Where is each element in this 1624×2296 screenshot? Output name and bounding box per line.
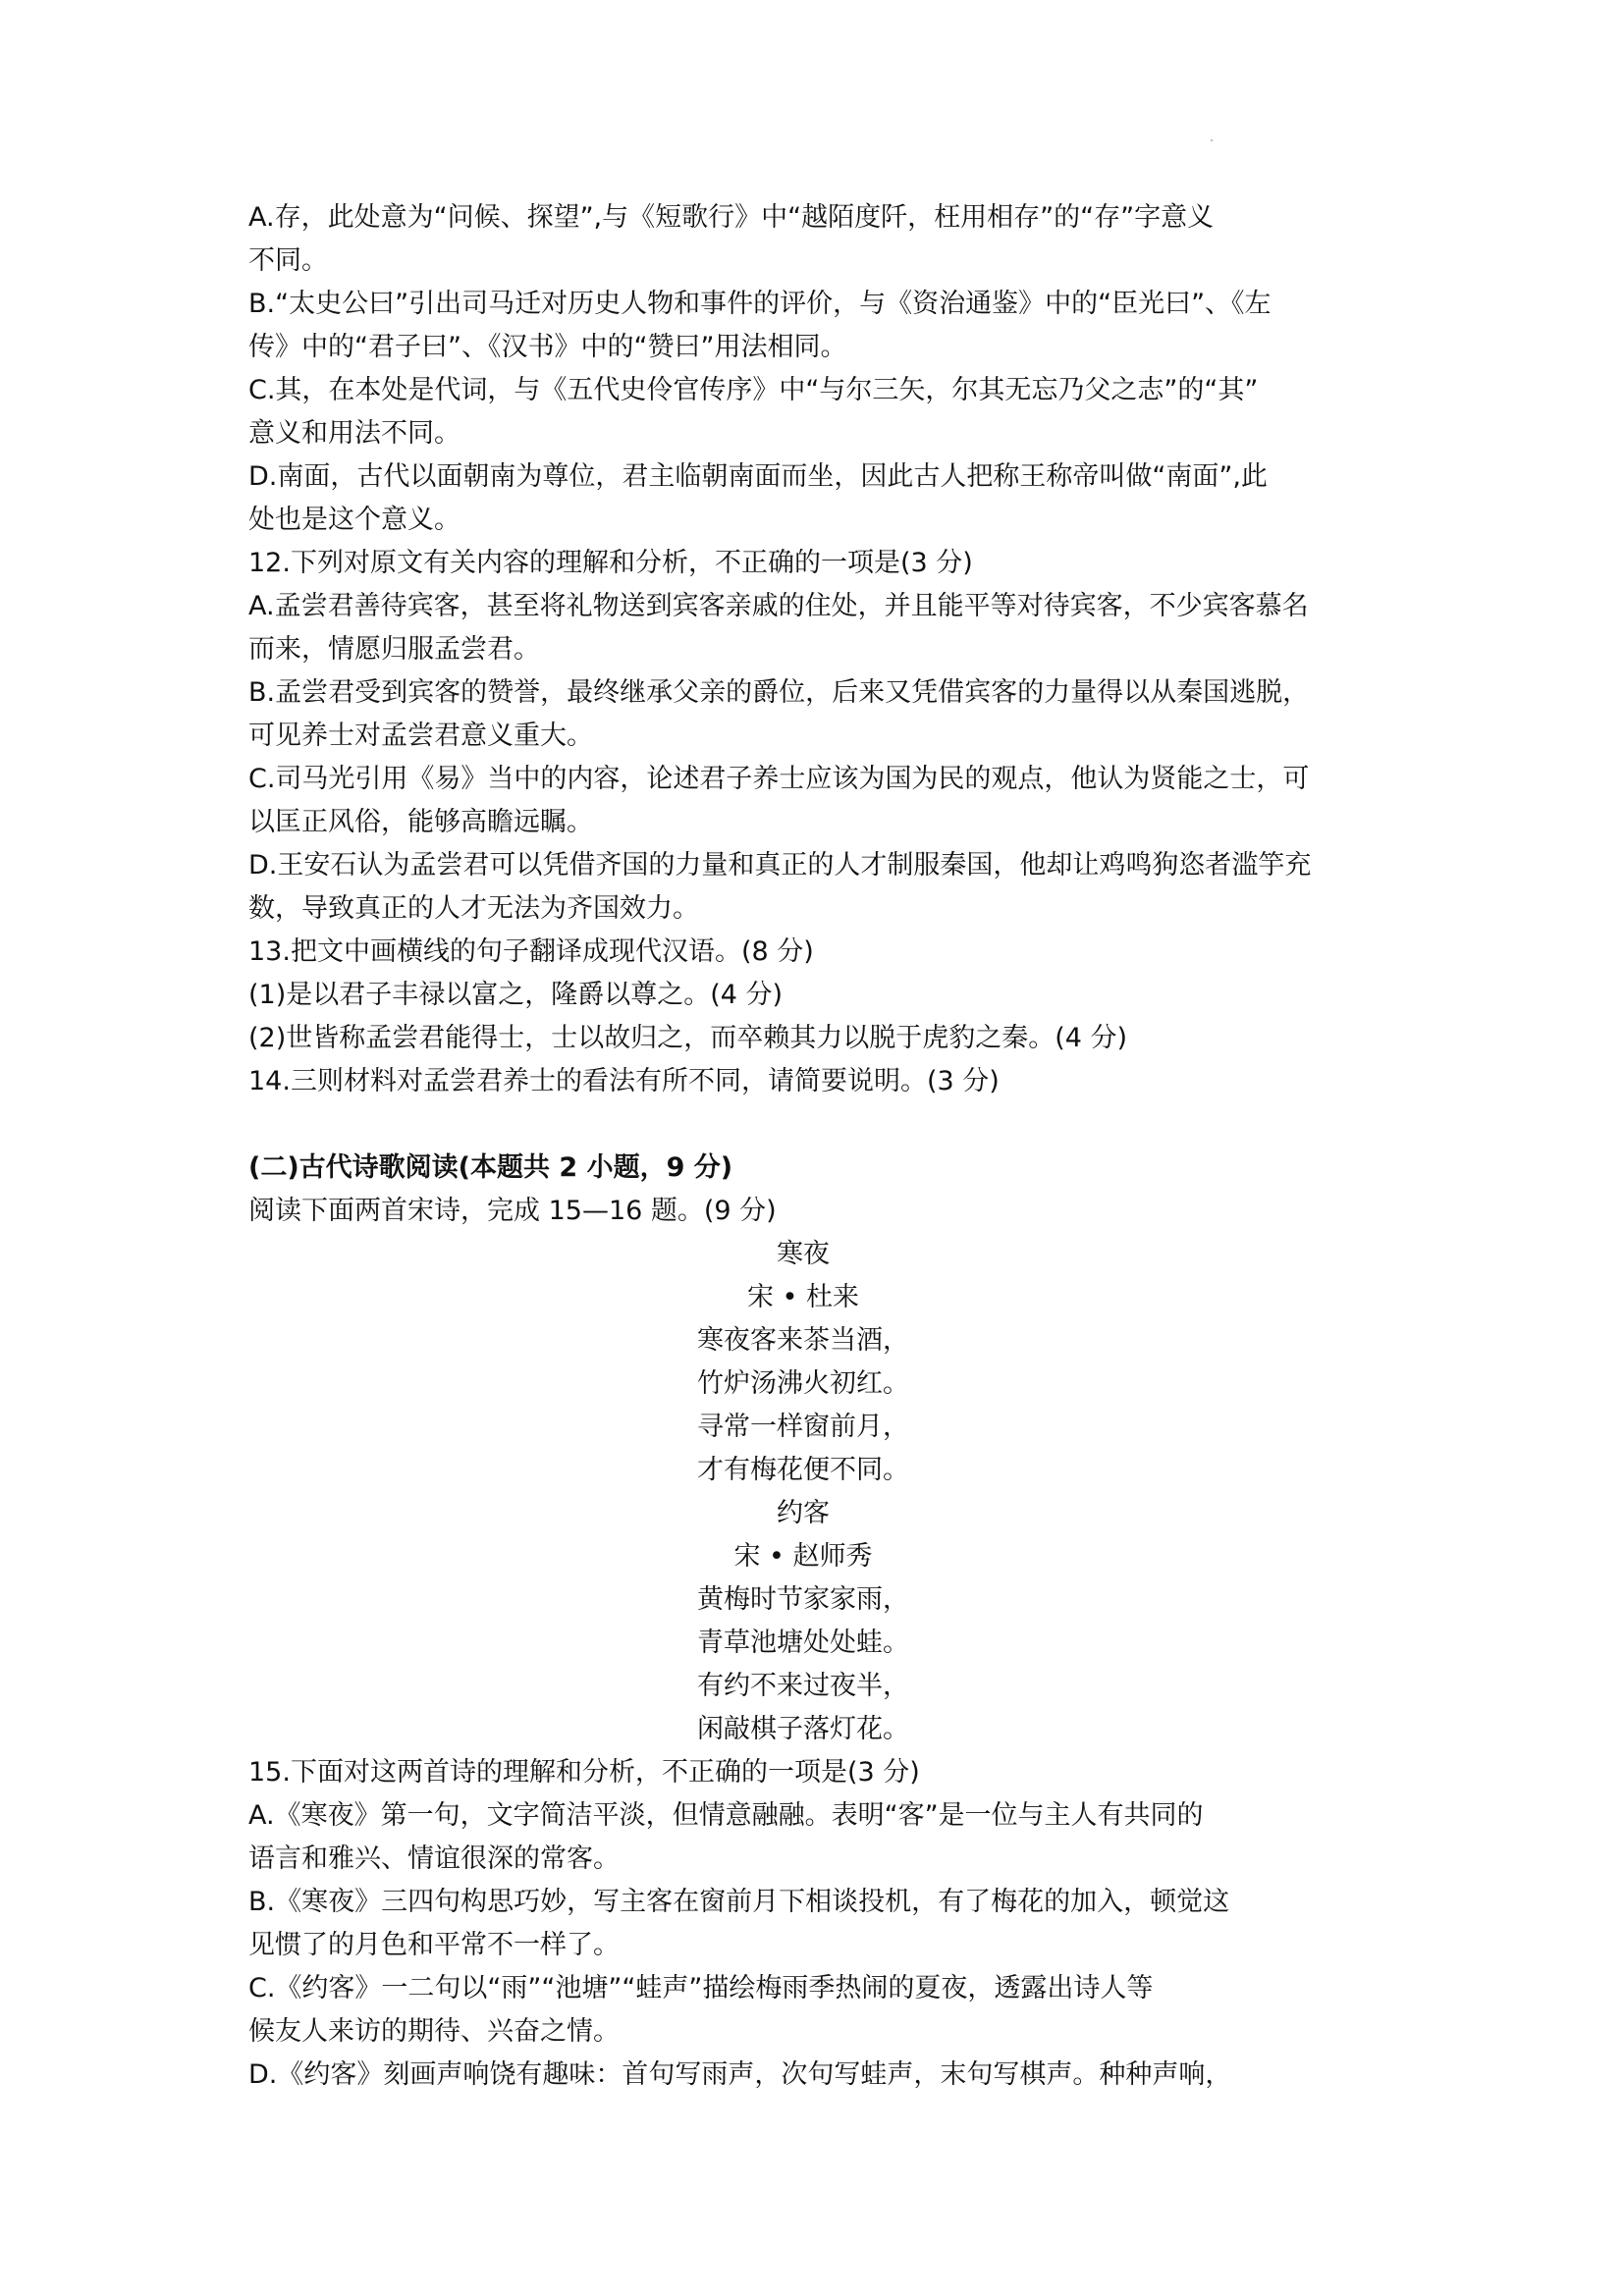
q12-stem: 12.下列对原文有关内容的理解和分析，不正确的一项是(3 分) [248, 548, 973, 578]
q13-sentence-2: (2)世皆称孟尝君能得士，士以故归之，而卒赖其力以脱于虎豹之秦。(4 分) [248, 1023, 1128, 1053]
q11-option-c: C.其，在本处是代词，与《五代史伶官传序》中“与尔三矢，尔其无忘乃父之志”的“其” [248, 375, 1259, 405]
poem-line: 才有梅花便不同。 [697, 1455, 909, 1485]
q12-option-b: B.孟尝君受到宾客的赞誉，最终继承父亲的爵位，后来又凭借宾客的力量得以从秦国逃脱， [248, 677, 1310, 708]
poem-line: 竹炉汤沸火初红。 [697, 1368, 909, 1399]
section-title: (二)古代诗歌阅读(本题共 2 小题，9 分) [248, 1152, 733, 1183]
scan-dot [1211, 139, 1213, 141]
q12-option-c-cont: 以匡正风俗，能够高瞻远瞩。 [248, 807, 593, 837]
poem-author: 宋 • 赵师秀 [733, 1541, 873, 1572]
q15-option-c-cont: 候友人来访的期待、兴奋之情。 [248, 2016, 620, 2047]
q11-option-d-cont: 处也是这个意义。 [248, 505, 460, 535]
q15-option-b-cont: 见惯了的月色和平常不一样了。 [248, 1930, 620, 1960]
poem-2 [248, 1492, 1397, 1751]
q12-option-b-cont: 可见养士对孟尝君意义重大。 [248, 721, 593, 751]
q13-stem: 13.把文中画横线的句子翻译成现代汉语。(8 分) [248, 936, 814, 967]
poem-1 [248, 1233, 1397, 1492]
q15-option-c: C.《约客》一二句以“雨”“池塘”“蛙声”描绘梅雨季热闹的夏夜，透露出诗人等 [248, 1973, 1154, 2003]
poem-line: 有约不来过夜半， [697, 1671, 909, 1701]
poem-line: 闲敲棋子落灯花。 [697, 1714, 909, 1744]
q15-stem: 15.下面对这两首诗的理解和分析，不正确的一项是(3 分) [248, 1757, 920, 1788]
document-page [248, 196, 1397, 2097]
q12-option-d: D.王安石认为孟尝君可以凭借齐国的力量和真正的人才制服秦国，他却让鸡鸣狗恣者滥竽充 [248, 850, 1312, 881]
q15-option-b: B.《寒夜》三四句构思巧妙，写主客在窗前月下相谈投机，有了梅花的加入，顿觉这 [248, 1887, 1230, 1917]
q11-option-b: B.“太史公曰”引出司马迁对历史人物和事件的评价，与《资治通鉴》中的“臣光曰”、《左 [248, 289, 1272, 319]
q11-option-a-cont: 不同。 [248, 245, 328, 276]
q15-option-a-cont: 语言和雅兴、情谊很深的常客。 [248, 1843, 620, 1874]
q11-option-a: A.存，此处意为“问候、探望”,与《短歌行》中“越陌度阡，枉用相存”的“存”字意义 [248, 202, 1215, 233]
q12-option-a: A.孟尝君善待宾客，甚至将礼物送到宾客亲戚的住处，并且能平等对待宾客，不少宾客慕名 [248, 591, 1309, 621]
q13-sentence-1: (1)是以君子丰禄以富之，隆爵以尊之。(4 分) [248, 980, 784, 1010]
section-intro: 阅读下面两首宋诗，完成 15—16 题。(9 分) [248, 1196, 777, 1226]
poem-title: 寒夜 [777, 1239, 830, 1269]
q12-option-d-cont: 数，导致真正的人才无法为齐国效力。 [248, 893, 699, 924]
q14-stem: 14.三则材料对孟尝君养士的看法有所不同，请简要说明。(3 分) [248, 1066, 1000, 1096]
section-gap [248, 1103, 1397, 1147]
poem-title: 约客 [777, 1498, 830, 1528]
poem-line: 寻常一样窗前月， [697, 1412, 909, 1442]
q11-option-c-cont: 意义和用法不同。 [248, 418, 460, 449]
q15-option-a: A.《寒夜》第一句，文字简洁平淡，但情意融融。表明“客”是一位与主人有共同的 [248, 1800, 1204, 1831]
poem-line: 寒夜客来茶当酒， [697, 1325, 909, 1356]
poem-line: 黄梅时节家家雨， [697, 1584, 909, 1615]
q11-option-b-cont: 传》中的“君子曰”、《汉书》中的“赞曰”用法相同。 [248, 332, 847, 362]
q11-option-d: D.南面，古代以面朝南为尊位，君主临朝南面而坐，因此古人把称王称帝叫做“南面”,此 [248, 461, 1268, 492]
q15-option-d: D.《约客》刻画声响饶有趣味：首句写雨声，次句写蛙声，末句写棋声。种种声响， [248, 2059, 1232, 2090]
q12-option-c: C.司马光引用《易》当中的内容，论述君子养士应该为国为民的观点，他认为贤能之士，可 [248, 764, 1310, 794]
q12-option-a-cont: 而来，情愿归服孟尝君。 [248, 634, 540, 665]
poem-line: 青草池塘处处蛙。 [697, 1628, 909, 1658]
poem-author: 宋 • 杜来 [746, 1282, 860, 1312]
